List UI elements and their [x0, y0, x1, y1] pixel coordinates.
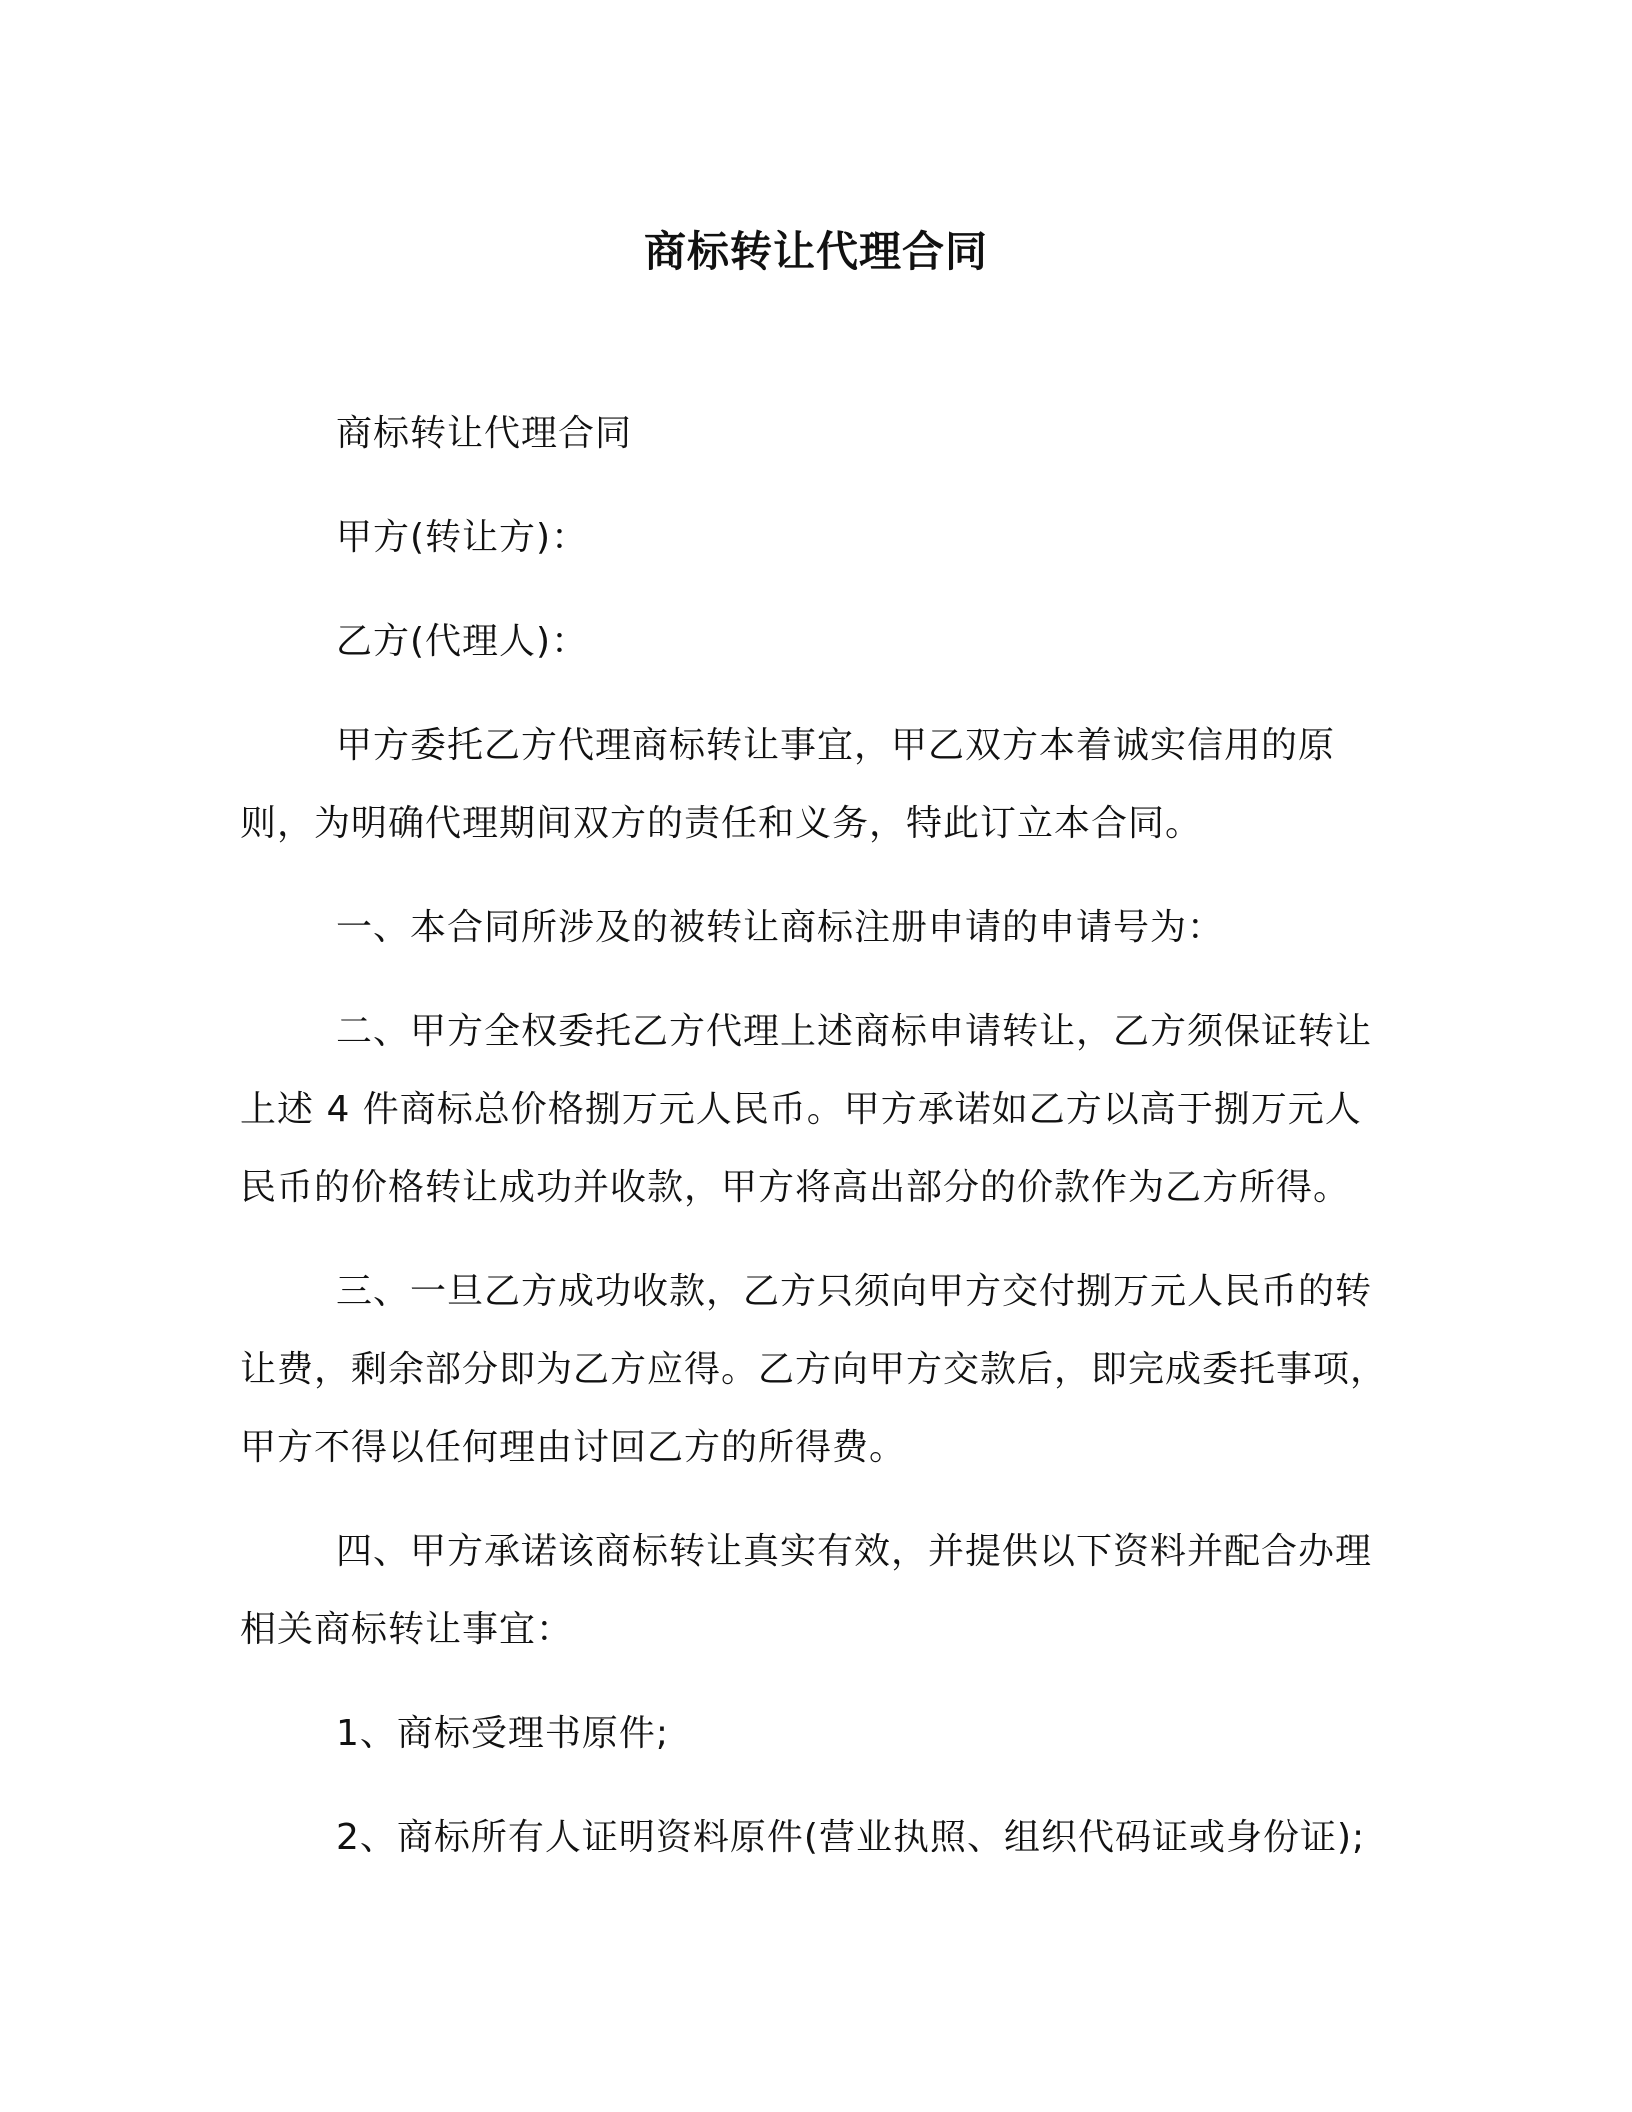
paragraph-clause-3: 三、一旦乙方成功收款，乙方只须向甲方交付捌万元人民币的转让费，剩余部分即为乙方应得。乙方向甲方交款后，即完成委托事项，甲方不得以任何理由讨回乙方的所得费。 — [240, 1271, 1388, 1468]
document-body — [240, 395, 1390, 1903]
paragraph-heading: 商标转让代理合同 — [336, 413, 633, 454]
paragraph-item-1: 1、商标受理书原件; — [336, 1713, 670, 1754]
paragraph-item-2: 2、商标所有人证明资料原件(营业执照、组织代码证或身份证); — [336, 1817, 1366, 1858]
paragraph-clause-1: 一、本合同所涉及的被转让商标注册申请的申请号为： — [336, 907, 1225, 948]
paragraph-clause-4: 四、甲方承诺该商标转让真实有效，并提供以下资料并配合办理相关商标转让事宜： — [240, 1531, 1373, 1650]
paragraph-party-a: 甲方(转让方)： — [336, 517, 589, 558]
paragraph-party-b: 乙方(代理人)： — [336, 621, 589, 662]
document-title: 商标转让代理合同 — [643, 227, 988, 276]
paragraph-clause-2: 二、甲方全权委托乙方代理上述商标申请转让，乙方须保证转让上述 4 件商标总价格捌万元人民币。甲方承诺如乙方以高于捌万元人民币的价格转让成功并收款，甲方将高出部分的价款作为乙方所得。 — [240, 1011, 1373, 1208]
paragraph-preamble: 甲方委托乙方代理商标转让事宜，甲乙双方本着诚实信用的原则，为明确代理期间双方的责任和义务，特此订立本合同。 — [240, 725, 1336, 844]
